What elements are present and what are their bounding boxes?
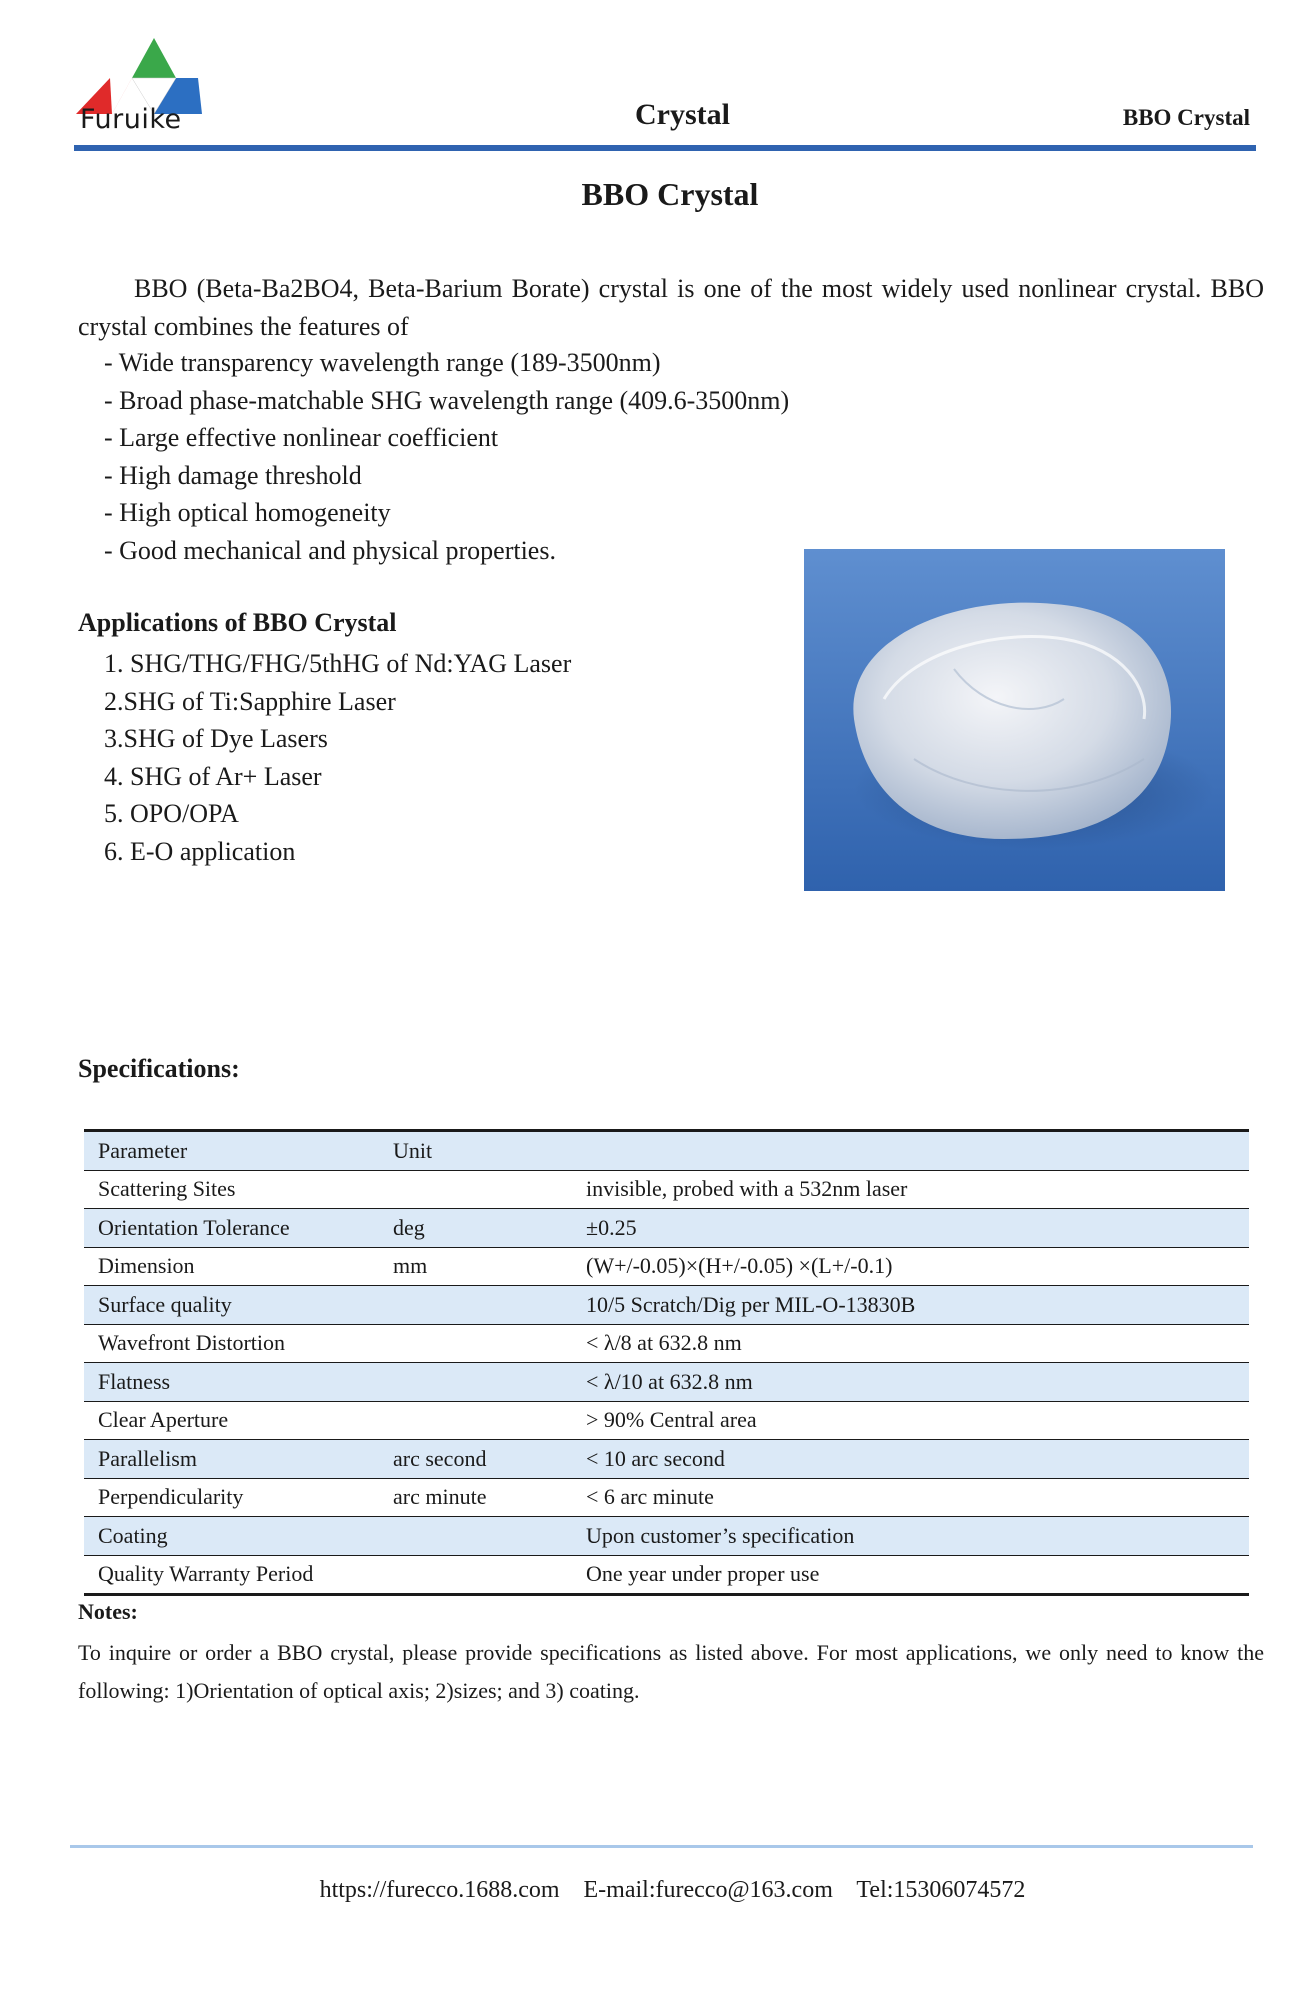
- unit-cell: [379, 1401, 572, 1440]
- applications-heading: Applications of BBO Crystal: [78, 608, 397, 637]
- specifications-table: [84, 1129, 1249, 1596]
- value-cell: ±0.25: [572, 1209, 1249, 1248]
- applications-list: [104, 645, 571, 870]
- header-divider: [74, 145, 1256, 151]
- parameter-cell: Orientation Tolerance: [84, 1209, 379, 1248]
- value-cell: (W+/-0.05)×(H+/-0.05) ×(L+/-0.1): [572, 1247, 1249, 1286]
- unit-cell: [379, 1363, 572, 1402]
- parameter-cell: Dimension: [84, 1247, 379, 1286]
- table-row: [84, 1517, 1249, 1556]
- table-row: [84, 1440, 1249, 1479]
- unit-cell: arc minute: [379, 1478, 572, 1517]
- feature-item: - Good mechanical and physical properties.: [104, 535, 556, 565]
- unit-cell: [379, 1555, 572, 1595]
- table-row: [84, 1401, 1249, 1440]
- parameter-cell: Perpendicularity: [84, 1478, 379, 1517]
- application-item: 5. OPO/OPA: [104, 799, 239, 828]
- column-header: [572, 1131, 1249, 1171]
- parameter-cell: Quality Warranty Period: [98, 1561, 314, 1587]
- table-row: [84, 1209, 1249, 1248]
- application-item: 3.SHG of Dye Lasers: [104, 724, 328, 753]
- unit-cell: [379, 1517, 572, 1556]
- value-cell: > 90% Central area: [572, 1401, 1249, 1440]
- application-item: 2.SHG of Ti:Sapphire Laser: [104, 686, 396, 716]
- table-row: [84, 1170, 1249, 1209]
- table-row: [84, 1324, 1249, 1363]
- intro-section: [78, 270, 1264, 345]
- value-cell: One year under proper use: [586, 1561, 820, 1587]
- feature-list: [104, 344, 789, 569]
- unit-cell: arc second: [379, 1440, 572, 1479]
- column-header: Parameter: [84, 1131, 379, 1171]
- table-row: [84, 1363, 1249, 1402]
- parameter-cell: Parallelism: [84, 1440, 379, 1479]
- unit-cell: [379, 1286, 572, 1325]
- notes-heading: Notes:: [78, 1599, 138, 1624]
- value-cell: < λ/8 at 632.8 nm: [572, 1324, 1249, 1363]
- feature-item: - High optical homogeneity: [104, 498, 391, 527]
- feature-item: - Broad phase-matchable SHG wavelength range (409.6-3500nm): [104, 385, 790, 415]
- feature-item: - High damage threshold: [104, 460, 362, 490]
- parameter-cell: Scattering Sites: [84, 1170, 379, 1209]
- application-item: 1. SHG/THG/FHG/5thHG of Nd:YAG Laser: [104, 649, 572, 678]
- application-item: 6. E-O application: [104, 836, 296, 866]
- unit-cell: mm: [379, 1247, 572, 1286]
- parameter-cell: Wavefront Distortion: [84, 1324, 379, 1363]
- footer-divider: [70, 1845, 1253, 1848]
- parameter-cell: Clear Aperture: [84, 1401, 379, 1440]
- table-row: [84, 1247, 1249, 1286]
- footer-contact: https://furecco.1688.com E-mail:furecco@163.com Tel:15306074572: [319, 1877, 1026, 1903]
- feature-item: - Wide transparency wavelength range (189-3500nm): [104, 348, 661, 377]
- table-row: [84, 1478, 1249, 1517]
- logo-text: Furuike: [80, 104, 182, 135]
- parameter-cell: Surface quality: [84, 1286, 379, 1325]
- table-row: [84, 1555, 1249, 1595]
- parameter-cell: Coating: [84, 1517, 379, 1556]
- table-row: [84, 1286, 1249, 1325]
- notes-text: To inquire or order a BBO crystal, please provide specifications as listed above. For most applications, we only need to know the following: 1)Orientation of optical axis; 2)sizes; and 3) coating.: [78, 1640, 1264, 1703]
- value-cell: 10/5 Scratch/Dig per MIL-O-13830B: [572, 1286, 1249, 1325]
- application-item: 4. SHG of Ar+ Laser: [104, 761, 322, 791]
- value-cell: Upon customer’s specification: [572, 1517, 1249, 1556]
- parameter-cell: Flatness: [84, 1363, 379, 1402]
- value-cell: < 10 arc second: [572, 1440, 1249, 1479]
- value-cell: invisible, probed with a 532nm laser: [572, 1170, 1249, 1209]
- bbo-crystal-photo: [804, 549, 1225, 891]
- intro-paragraph: BBO (Beta-Ba2BO4, Beta-Barium Borate) crystal is one of the most widely used nonlinear crystal. BBO crystal combines the features of: [78, 274, 1264, 341]
- unit-cell: [379, 1170, 572, 1209]
- column-header: Unit: [379, 1131, 572, 1171]
- page-title: BBO Crystal: [581, 176, 759, 212]
- header-category: Crystal: [635, 98, 730, 131]
- header-product: BBO Crystal: [1122, 105, 1250, 130]
- value-cell: < λ/10 at 632.8 nm: [572, 1363, 1249, 1402]
- unit-cell: [379, 1324, 572, 1363]
- specifications-heading: Specifications:: [78, 1054, 240, 1083]
- table-header-row: [84, 1131, 1249, 1171]
- unit-cell: deg: [379, 1209, 572, 1248]
- value-cell: < 6 arc minute: [572, 1478, 1249, 1517]
- feature-item: - Large effective nonlinear coefficient: [104, 423, 499, 452]
